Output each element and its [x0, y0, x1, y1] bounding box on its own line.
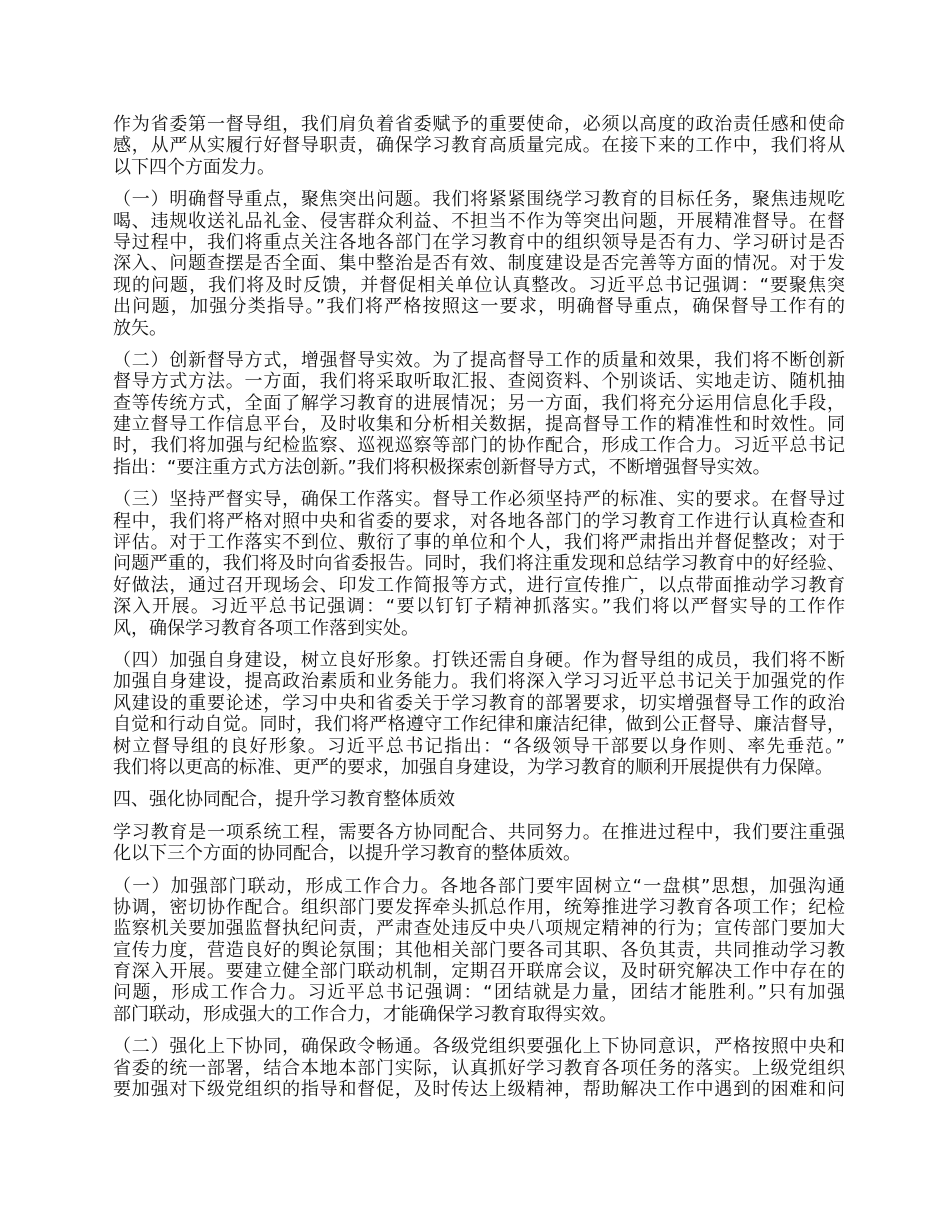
text-line: 查等传统方式，全面了解学习教育的进展情况；另一方面，我们将充分运用信息化手段，	[113, 392, 845, 414]
paragraph	[113, 189, 845, 339]
text-line: 作为省委第一督导组，我们肩负着省委赋予的重要使命，必须以高度的政治责任感和使命	[113, 114, 845, 135]
text-line: （一）明确督导重点，聚焦突出问题。我们将紧紧围绕学习教育的目标任务，聚焦违规吃	[113, 189, 845, 211]
text-line: 自觉和行动自觉。同时，我们将严格遵守工作纪律和廉洁纪律，做到公正督导、廉洁督导，	[113, 714, 845, 736]
text-line: 风建设的重要论述，学习中央和省委关于学习教育的部署要求，切实增强督导工作的政治	[113, 692, 845, 714]
text-line: 评估。对于工作落实不到位、敷衍了事的单位和个人，我们将严肃指出并督促整改；对于	[113, 532, 845, 554]
paragraph	[113, 1036, 845, 1100]
section-heading	[113, 789, 845, 810]
text-line: 程中，我们将严格对照中央和省委的要求，对各地各部门的学习教育工作进行认真检查和	[113, 510, 845, 532]
paragraph	[113, 822, 845, 865]
text-line: 深入开展。习近平总书记强调：“要以钉钉子精神抓落实。”我们将以严督实导的工作作	[113, 596, 845, 618]
text-line: （四）加强自身建设，树立良好形象。打铁还需自身硬。作为督导组的成员，我们将不断	[113, 649, 845, 671]
text-line: 以下四个方面发力。	[113, 156, 275, 178]
text-line: 学习教育是一项系统工程，需要各方协同配合、共同努力。在推进过程中，我们要注重强	[113, 821, 845, 843]
text-line: 现的问题，我们将及时反馈，并督促相关单位认真整改。习近平总书记强调：“要聚焦突	[113, 274, 845, 296]
text-line: 好做法，通过召开现场会、印发工作简报等方式，进行宣传推广，以点带面推动学习教育	[113, 574, 845, 596]
text-line: 感，从严从实履行好督导职责，确保学习教育高质量完成。在接下来的工作中，我们将从	[113, 135, 845, 157]
text-line: 问题，形成工作合力。习近平总书记强调：“团结就是力量，团结才能胜利。”只有加强	[113, 982, 845, 1004]
text-line: 喝、违规收送礼品礼金、侵害群众利益、不担当不作为等突出问题，开展精准督导。在督	[113, 210, 845, 232]
text-line: （二）强化上下协同，确保政令畅通。各级党组织要强化上下协同意识，严格按照中央和	[113, 1036, 845, 1058]
text-line: 要加强对下级党组织的指导和督促，及时传达上级精神，帮助解决工作中遇到的困难和问	[113, 1079, 845, 1101]
paragraph	[113, 114, 845, 178]
text-line: 树立督导组的良好形象。习近平总书记指出：“各级领导干部要以身作则、率先垂范。”	[113, 735, 845, 757]
paragraph	[113, 350, 845, 478]
text-line: 省委的统一部署，结合本地本部门实际，认真抓好学习教育各项任务的落实。上级党组织	[113, 1057, 845, 1079]
text-line: 部门联动，形成强大的工作合力，才能确保学习教育取得实效。	[113, 1003, 617, 1025]
text-line: 育深入开展。要建立健全部门联动机制，定期召开联席会议，及时研究解决工作中存在的	[113, 961, 845, 983]
text-line: 加强自身建设，提高政治素质和业务能力。我们将深入学习习近平总书记关于加强党的作	[113, 671, 845, 693]
text-line: （三）坚持严督实导，确保工作落实。督导工作必须坚持严的标准、实的要求。在督导过	[113, 489, 845, 511]
text-line: 四、强化协同配合，提升学习教育整体质效	[113, 789, 455, 811]
text-line: 协调，密切协作配合。组织部门要发挥牵头抓总作用，统筹推进学习教育各项工作；纪检	[113, 896, 845, 918]
text-line: 督导方式方法。一方面，我们将采取听取汇报、查阅资料、个别谈话、实地走访、随机抽	[113, 371, 845, 393]
text-line: 建立督导工作信息平台，及时收集和分析相关数据，提高督导工作的精准性和时效性。同	[113, 414, 845, 436]
paragraph	[113, 876, 845, 1026]
text-line: 放矢。	[113, 317, 167, 339]
text-line: 宣传力度，营造良好的舆论氛围；其他相关部门要各司其职、各负其责，共同推动学习教	[113, 939, 845, 961]
paragraph	[113, 489, 845, 639]
text-line: 导过程中，我们将重点关注各地各部门在学习教育中的组织领导是否有力、学习研讨是否	[113, 231, 845, 253]
paragraph	[113, 650, 845, 778]
text-line: （一）加强部门联动，形成工作合力。各地各部门要牢固树立“一盘棋”思想，加强沟通	[113, 875, 845, 897]
text-line: 出问题，加强分类指导。”我们将严格按照这一要求，明确督导重点，确保督导工作有的	[113, 296, 845, 318]
text-line: 问题严重的，我们将及时向省委报告。同时，我们将注重发现和总结学习教育中的好经验、	[113, 553, 845, 575]
text-line: 我们将以更高的标准、更严的要求，加强自身建设，为学习教育的顺利开展提供有力保障。	[113, 756, 833, 778]
text-line: （二）创新督导方式，增强督导实效。为了提高督导工作的质量和效果，我们将不断创新	[113, 349, 845, 371]
text-line: 监察机关要加强监督执纪问责，严肃查处违反中央八项规定精神的行为；宣传部门要加大	[113, 918, 845, 940]
document-page	[113, 114, 845, 1111]
text-line: 化以下三个方面的协同配合，以提升学习教育的整体质效。	[113, 843, 581, 865]
text-line: 时，我们将加强与纪检监察、巡视巡察等部门的协作配合，形成工作合力。习近平总书记	[113, 435, 845, 457]
text-line: 风，确保学习教育各项工作落到实处。	[113, 617, 419, 639]
text-line: 指出：“要注重方式方法创新。”我们将积极探索创新督导方式，不断增强督导实效。	[113, 456, 771, 478]
text-line: 深入、问题查摆是否全面、集中整治是否有效、制度建设是否完善等方面的情况。对于发	[113, 253, 845, 275]
